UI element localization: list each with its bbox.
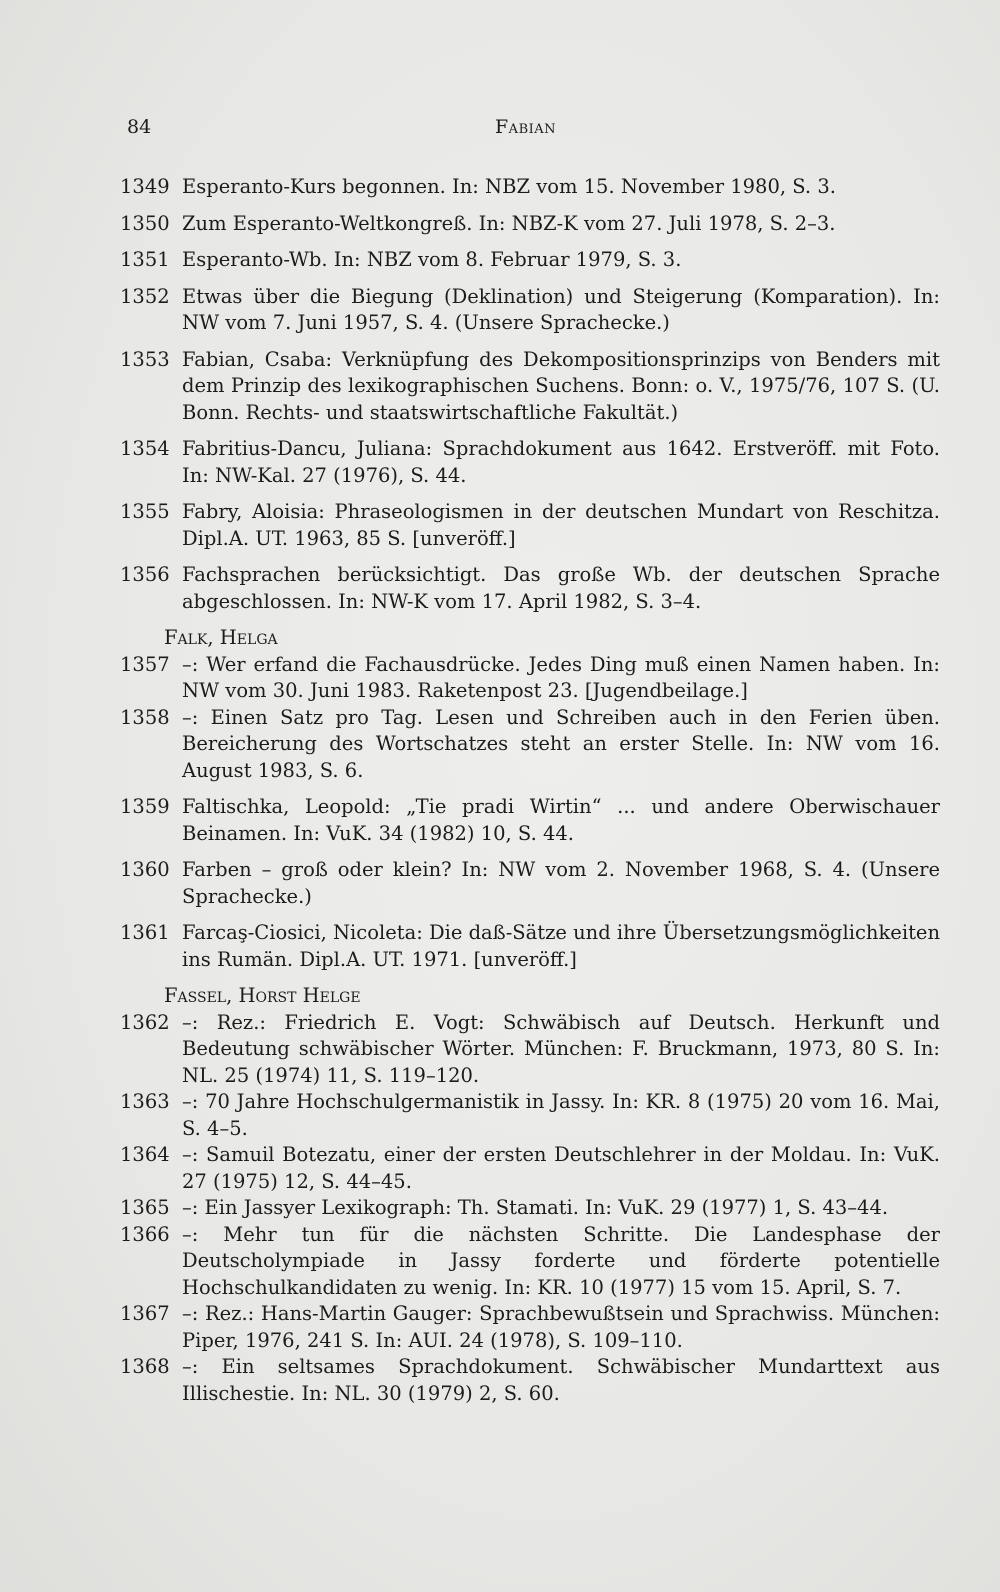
entry-number: 1361 <box>120 921 170 944</box>
entry-text: Esperanto-Kurs begonnen. In: NBZ vom 15. November 1980, S. 3. <box>182 175 836 198</box>
entry-1354 <box>120 436 940 489</box>
entry-text: –: 70 Jahre Hochschulgermanistik in Jassy. In: KR. 8 (1975) 20 vom 16. Mai, S. 4–5. <box>182 1090 940 1140</box>
entry-number: 1365 <box>120 1196 170 1219</box>
entry-text: Farben – groß oder klein? In: NW vom 2. November 1968, S. 4. (Unsere Sprachecke.) <box>182 858 940 908</box>
entry-number: 1352 <box>120 284 170 308</box>
entry-text: Esperanto-Wb. In: NBZ vom 8. Februar 1979, S. 3. <box>182 248 682 271</box>
entry-1358 <box>120 705 940 785</box>
entry-number: 1357 <box>120 652 170 676</box>
running-head: Fabian <box>495 116 557 138</box>
entry-number: 1351 <box>120 248 170 271</box>
entry-1355 <box>120 499 940 552</box>
entry-text: Etwas über die Biegung (Deklination) und Steigerung (Komparation). In: NW vom 7. Juni 1957, S. 4. (Unsere Sprachecke.) <box>182 284 940 334</box>
entry-number: 1363 <box>120 1090 170 1113</box>
page-number: 84 <box>127 116 152 138</box>
entry-1359 <box>120 794 940 847</box>
entry-text: Fabritius-Dancu, Juliana: Sprachdokument aus 1642. Erstveröff. mit Foto. In: NW-Kal. 27 (1976), S. 44. <box>182 437 940 487</box>
entry-text: –: Einen Satz pro Tag. Lesen und Schreiben auch in den Ferien üben. Bereicherung des Wortschatzes steht an erster Stelle. In: NW vom 16. August 1983, S. 6. <box>182 705 940 782</box>
entry-1357 <box>120 652 940 705</box>
entry-number: 1355 <box>120 500 170 523</box>
entry-text: –: Ein Jassyer Lexikograph: Th. Stamati. In: VuK. 29 (1977) 1, S. 43–44. <box>182 1196 889 1219</box>
entry-1351 <box>120 247 940 274</box>
author-heading-falk: Falk, Helga <box>164 626 278 649</box>
entry-number: 1353 <box>120 347 170 371</box>
entry-1349 <box>120 174 940 201</box>
entry-1353 <box>120 347 940 427</box>
entry-text: –: Wer erfand die Fachausdrücke. Jedes Ding muß einen Namen haben. In: NW vom 30. Juni 1983. Raketenpost 23. [Jugendbeilage.] <box>182 652 940 702</box>
entry-1364 <box>120 1142 940 1195</box>
entry-text: –: Mehr tun für die nächsten Schritte. Die Landesphase der Deutscholympiade in Jassy forderte und förderte potentielle Hochschulkandidaten zu wenig. In: KR. 10 (1977) 15 vom 15. April, S. 7. <box>182 1222 940 1299</box>
entry-number: 1349 <box>120 175 170 198</box>
entry-text: Faltischka, Leopold: „Tie pradi Wirtin“ ... und andere Oberwischauer Beinamen. In: VuK. 34 (1982) 10, S. 44. <box>182 795 940 845</box>
entry-text: Fachsprachen berücksichtigt. Das große Wb. der deutschen Sprache abgeschlossen. In: NW-K vom 17. April 1982, S. 3–4. <box>182 563 940 613</box>
entry-text: Fabry, Aloisia: Phraseologismen in der deutschen Mundart von Reschitza. Dipl.A. UT. 1963, 85 S. [unveröff.] <box>182 500 940 550</box>
entry-number: 1354 <box>120 437 170 460</box>
entry-1363 <box>120 1089 940 1142</box>
entry-text: –: Ein seltsames Sprachdokument. Schwäbischer Mundarttext aus Illischestie. In: NL. 30 (1979) 2, S. 60. <box>182 1355 940 1405</box>
entry-text: –: Samuil Botezatu, einer der ersten Deutschlehrer in der Moldau. In: VuK. 27 (1975) 12, S. 44–45. <box>182 1143 940 1193</box>
entry-1356 <box>120 562 940 615</box>
entry-text: –: Rez.: Friedrich E. Vogt: Schwäbisch auf Deutsch. Herkunft und Bedeutung schwäbischer Wörter. München: F. Bruckmann, 1973, 80 S. In: NL. 25 (1974) 11, S. 119–120. <box>182 1010 940 1087</box>
entry-number: 1359 <box>120 795 170 818</box>
entry-number: 1367 <box>120 1302 170 1325</box>
page-header <box>127 116 937 146</box>
entry-number: 1356 <box>120 563 170 586</box>
entry-text: –: Rez.: Hans-Martin Gauger: Sprachbewußtsein und Sprachwiss. München: Piper, 1976, 241 S. In: AUI. 24 (1978), S. 109–110. <box>182 1302 940 1352</box>
entry-1365 <box>120 1195 940 1222</box>
entry-1368 <box>120 1354 940 1407</box>
entry-1362 <box>120 1010 940 1090</box>
entry-number: 1368 <box>120 1355 170 1378</box>
entry-number: 1358 <box>120 705 170 729</box>
entry-number: 1366 <box>120 1222 170 1246</box>
entry-1352 <box>120 284 940 337</box>
entry-number: 1360 <box>120 858 170 881</box>
entry-1350 <box>120 211 940 238</box>
entry-1366 <box>120 1222 940 1302</box>
entry-1360 <box>120 857 940 910</box>
entry-number: 1350 <box>120 211 170 235</box>
entry-number: 1364 <box>120 1143 170 1166</box>
entry-text: Fabian, Csaba: Verknüpfung des Dekompositionsprinzips von Benders mit dem Prinzip des lexikographischen Suchens. Bonn: o. V., 1975/76, 107 S. (U. Bonn. Rechts- und staatswirtschaftliche Fakultät.) <box>182 347 940 424</box>
entry-text: Zum Esperanto-Weltkongreß. In: NBZ-K vom 27. Juli 1978, S. 2–3. <box>182 211 836 235</box>
entry-1367 <box>120 1301 940 1354</box>
entry-1361 <box>120 920 940 973</box>
entry-number: 1362 <box>120 1010 170 1034</box>
bibliography-list <box>120 174 940 1407</box>
entry-text: Farcaş-Ciosici, Nicoleta: Die daß-Sätze und ihre Übersetzungsmöglichkeiten ins Rumän. Dipl.A. UT. 1971. [unveröff.] <box>182 921 941 971</box>
author-heading-fassel: Fassel, Horst Helge <box>164 984 361 1007</box>
